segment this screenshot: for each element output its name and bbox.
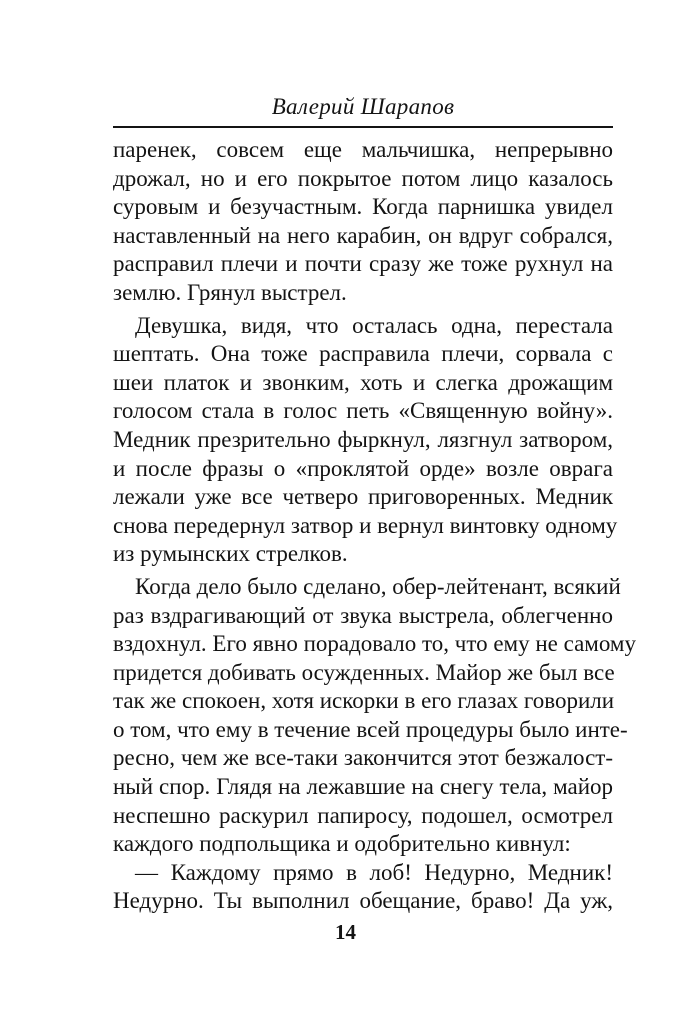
text-line: Девушка, видя, что осталась одна, перестала: [135, 312, 613, 338]
text-line: паренек, совсем еще мальчишка, непрерывно: [113, 137, 613, 162]
text-line: суровым и безучастным. Когда парнишка увидел: [113, 194, 613, 220]
paragraph-3: [113, 573, 636, 859]
paragraph-1: [113, 136, 613, 308]
body-text: [113, 136, 636, 916]
header-rule: [113, 126, 613, 128]
text-line: каждого подпольщика и одобрительно кивнул:: [113, 831, 571, 857]
text-line: Когда дело было сделано, обер-лейтенант, всякий: [135, 573, 621, 599]
text-line: и после фразы о «проклятой орде» возле оврага: [113, 455, 613, 481]
text-line: снова передернул затвор и вернул винтовку одному: [113, 512, 618, 538]
page-number: 14: [335, 920, 356, 944]
text-line: неспешно раскурил папиросу, подошел, осмотрел: [113, 802, 613, 828]
text-line: дрожал, но и его покрытое потом лицо казалось: [113, 165, 613, 191]
text-line: из румынских стрелков.: [113, 541, 348, 567]
text-line: — Каждому прямо в лоб! Недурно, Медник!: [135, 859, 613, 885]
text-line: Медник презрительно фыркнул, лязгнул затвором,: [113, 426, 613, 452]
text-line: шеи платок и звонким, хоть и слегка дрожащим: [113, 369, 613, 395]
text-line: вздохнул. Его явно порадовало то, что ему не самому: [113, 631, 636, 657]
text-line: наставленный на него карабин, он вдруг собрался,: [113, 222, 613, 248]
text-line: шептать. Она тоже расправила плечи, сорвала с: [113, 341, 613, 367]
text-line: ресно, чем же все-таки закончится этот безжалост-: [113, 745, 613, 771]
text-line: голосом стала в голос петь «Священную войну».: [113, 398, 613, 424]
text-line: лежали уже все четверо приговоренных. Медник: [113, 484, 613, 510]
text-line: придется добивать осужденных. Майор же был все: [113, 659, 615, 685]
text-line: расправил плечи и почти сразу же тоже рухнул на: [113, 251, 613, 277]
paragraph-4-dialogue: [113, 859, 613, 916]
paragraph-2: [113, 312, 618, 569]
text-line: ный спор. Глядя на лежавшие на снегу тела, майор: [113, 774, 613, 800]
text-line: о том, что ему в течение всей процедуры было инте-: [113, 716, 628, 742]
text-line: землю. Грянул выстрел.: [113, 279, 347, 305]
text-line: Недурно. Ты выполнил обещание, браво! Да уж,: [113, 888, 613, 914]
text-line: раз вздрагивающий от звука выстрела, облегченно: [113, 602, 613, 628]
text-line: так же спокоен, хотя искорки в его глазах говорили: [113, 688, 615, 714]
running-head-author: Валерий Шарапов: [271, 94, 455, 119]
